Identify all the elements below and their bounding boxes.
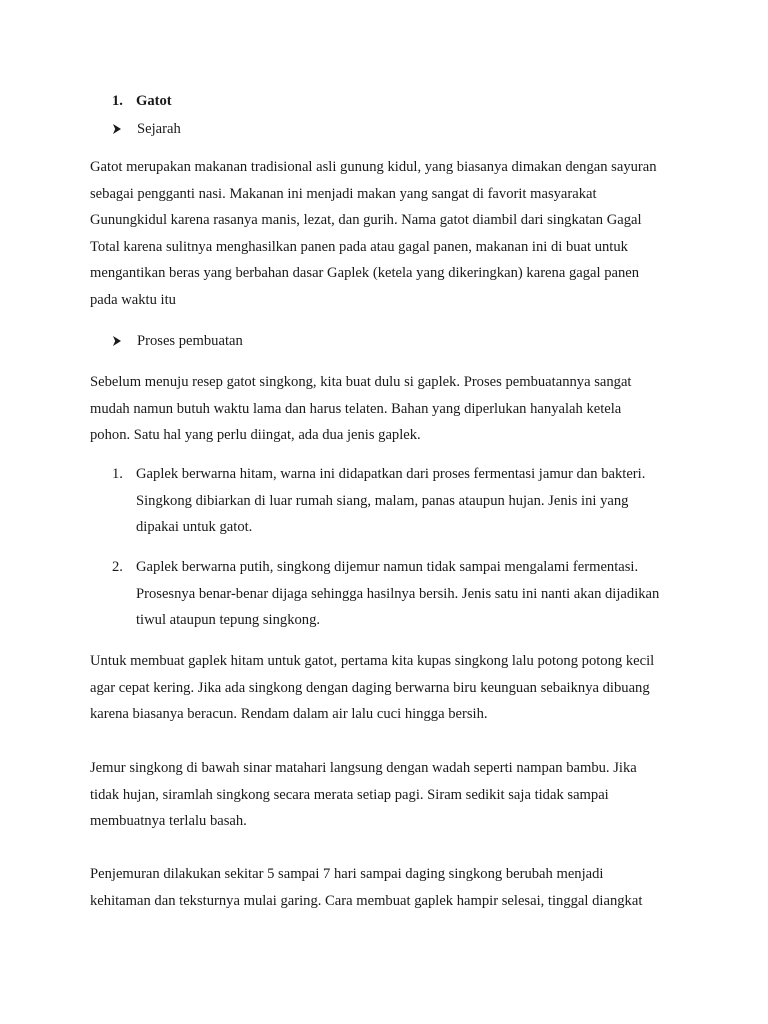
paragraph-history [90, 154, 657, 314]
paragraph-line: Untuk membuat gaplek hitam untuk gatot, pertama kita kupas singkong lalu potong potong kecil [90, 653, 655, 669]
list-item-text [136, 461, 645, 541]
paragraph-line: Penjemuran dilakukan sekitar 5 sampai 7 hari sampai daging singkong berubah menjadi [90, 866, 604, 882]
paragraph-preparation [90, 648, 654, 728]
list-item-number: 2. [112, 559, 123, 575]
paragraph-duration [90, 861, 642, 914]
list-item-number: 1. [112, 466, 123, 482]
heading-title: Gatot [136, 93, 172, 109]
paragraph-line: membuatnya terlalu basah. [90, 813, 247, 830]
list-item-line: tiwul ataupun tepung singkong. [136, 612, 321, 629]
list-item-line: dipakai untuk gatot. [136, 519, 253, 536]
list-item-line: Singkong dibiarkan di luar rumah siang, malam, panas ataupun hujan. Jenis ini yang [136, 492, 629, 509]
bullet-label: Proses pembuatan [137, 333, 243, 349]
paragraph-line: Total karena sulitnya menghasilkan panen pada atau gagal panen, makanan ini di buat untuk [90, 238, 628, 255]
paragraph-drying [90, 755, 637, 835]
heading-number: 1. [112, 93, 123, 109]
list-item-line: Gaplek berwarna hitam, warna ini didapatkan dari proses fermentasi jamur dan bakteri. [136, 466, 646, 482]
paragraph-line: Sebelum menuju resep gatot singkong, kita buat dulu si gaplek. Proses pembuatannya sangat [90, 374, 632, 390]
paragraph-line: pada waktu itu [90, 291, 176, 308]
paragraph-line: sebagai pengganti nasi. Makanan ini menjadi makan yang sangat di favorit masyarakat [90, 185, 597, 202]
paragraph-line: kehitaman dan teksturnya mulai garing. Cara membuat gaplek hampir selesai, tinggal diangkat [90, 892, 643, 909]
paragraph-line: mengantikan beras yang berbahan dasar Gaplek (ketela yang dikeringkan) karena gagal panen [90, 265, 640, 282]
paragraph-line: Gunungkidul karena rasanya manis, lezat, dan gurih. Nama gatot diambil dari singkatan Gagal [90, 212, 642, 229]
section-heading [112, 88, 172, 114]
paragraph-line: agar cepat kering. Jika ada singkong dengan daging berwarna biru keunguan sebaiknya dibuang [90, 679, 650, 696]
list-item-line: Gaplek berwarna putih, singkong dijemur namun tidak sampai mengalami fermentasi. [136, 559, 639, 575]
paragraph-line: Gatot merupakan makanan tradisional asli gunung kidul, yang biasanya dimakan dengan sayuran [90, 159, 657, 175]
paragraph-line: karena biasanya beracun. Rendam dalam air lalu cuci hingga bersih. [90, 706, 488, 723]
paragraph-line: tidak hujan, siramlah singkong secara merata setiap pagi. Siram sedikit saja tidak sampai [90, 786, 609, 803]
paragraph-intro [90, 369, 632, 449]
paragraph-line: mudah namun butuh waktu lama dan harus telaten. Bahan yang diperlukan hanyalah ketela [90, 400, 622, 417]
list-item-line: Prosesnya benar-benar dijaga sehingga hasilnya bersih. Jenis satu ini nanti akan dijadikan [136, 585, 660, 602]
arrowhead-bullet-icon [112, 124, 122, 134]
paragraph-line: Jemur singkong di bawah sinar matahari langsung dengan wadah seperti nampan bambu. Jika [90, 760, 637, 776]
bullet-label: Sejarah [137, 121, 181, 137]
arrowhead-bullet-icon [112, 336, 122, 346]
paragraph-line: pohon. Satu hal yang perlu diingat, ada dua jenis gaplek. [90, 427, 421, 444]
list-item-text [136, 554, 659, 634]
